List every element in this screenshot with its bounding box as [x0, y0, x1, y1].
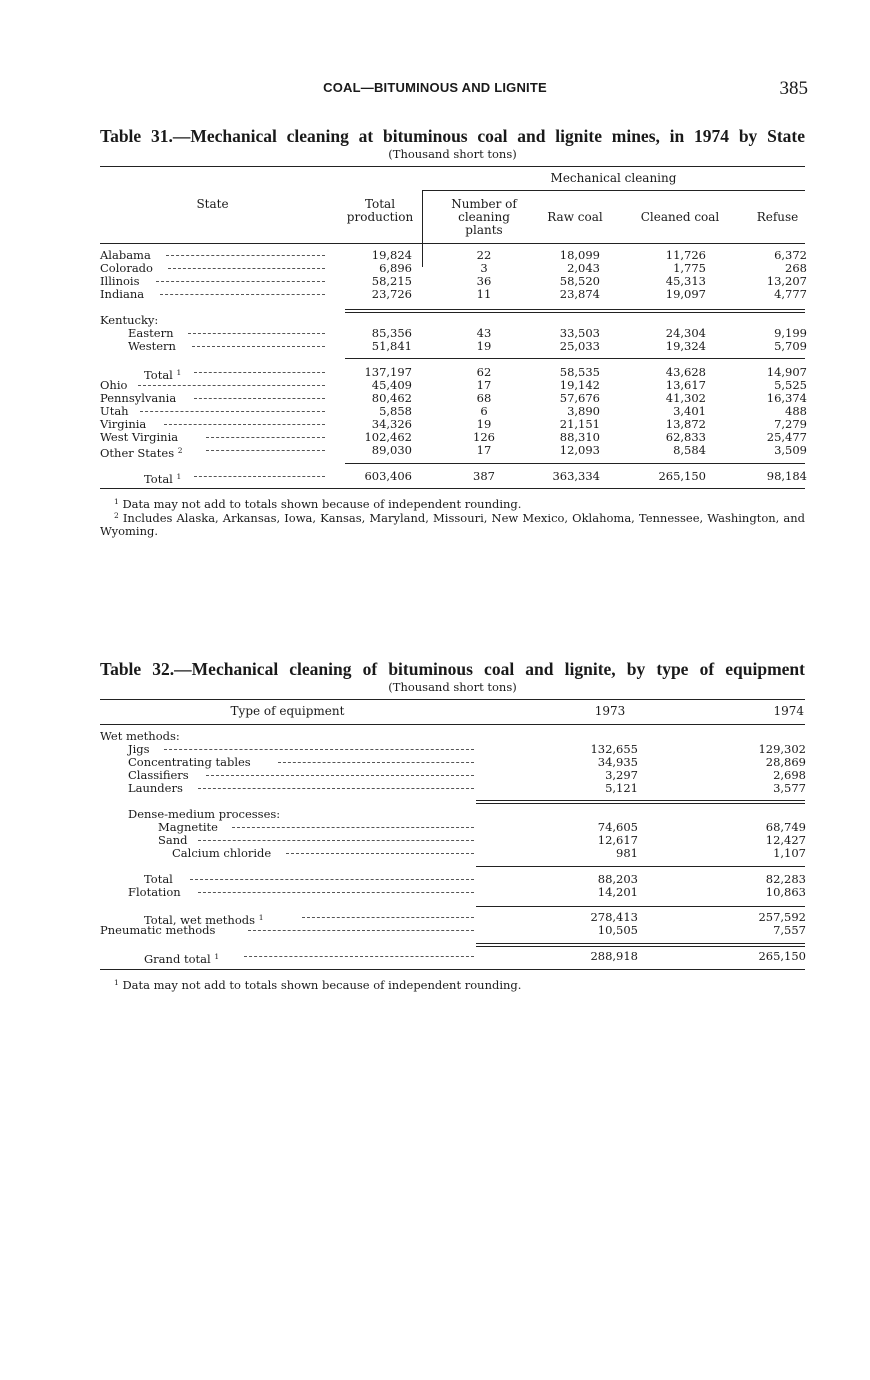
row-label-text: Launders: [128, 781, 183, 795]
cell-v1974: 12,427: [765, 833, 806, 847]
leader-dots: [248, 930, 474, 931]
table31-header-mechanical-cleaning: Mechanical cleaning: [550, 171, 677, 185]
table-row: [0, 443, 870, 460]
leader-dots: [194, 372, 325, 373]
table-row: [0, 886, 870, 899]
cell-v1973: 5,121: [605, 781, 638, 795]
row-label-text: Pneumatic methods: [100, 923, 216, 937]
leader-dots: [302, 917, 474, 918]
table32-bottom-rule: [100, 969, 805, 970]
table31-rule-b: [345, 312, 805, 313]
table31-subheader-rule: [422, 190, 805, 191]
table31-rule-d: [345, 463, 805, 464]
row-label: [128, 782, 183, 795]
cell-total: 6,896: [379, 261, 412, 275]
cell-v1974: 7,557: [773, 923, 806, 937]
cell-v1974: 1,107: [773, 846, 806, 860]
footnote-mark: 2: [114, 511, 119, 520]
row-label: [100, 444, 183, 460]
footnote-mark: 2: [177, 446, 183, 455]
row-label: [172, 847, 271, 860]
footnote-mark: 1: [176, 472, 182, 481]
table-row: [0, 431, 870, 444]
table-row: [0, 847, 870, 860]
cell-raw: 2,043: [567, 261, 600, 275]
cell-plants: 68: [476, 391, 492, 405]
table31-header-total-production: Total production: [346, 197, 414, 224]
cell-plants: 17: [476, 443, 492, 457]
cell-raw: 21,151: [559, 417, 600, 431]
leader-dots: [278, 762, 474, 763]
row-label-text: Eastern: [128, 326, 174, 340]
row-label-text: Other States: [100, 446, 175, 460]
footnote-text: Includes Alaska, Arkansas, Iowa, Kansas, Maryland, Missouri, New Mexico, Oklahoma, Tennessee, Washington, and Wyoming.: [100, 511, 806, 538]
row-label-text: Illinois: [100, 274, 140, 288]
cell-raw: 25,033: [559, 339, 600, 353]
table-row: [0, 821, 870, 834]
cell-total: 45,409: [371, 378, 412, 392]
row-label-text: Concentrating tables: [128, 755, 251, 769]
leader-dots: [194, 476, 325, 477]
cell-cleaned: 24,304: [665, 326, 706, 340]
cell-refuse: 9,199: [774, 326, 807, 340]
row-label-text: Sand: [158, 833, 188, 847]
cell-refuse: 488: [785, 404, 807, 418]
footnote-mark: 1: [114, 497, 119, 506]
cell-v1973: 14,201: [597, 885, 638, 899]
cell-refuse: 6,372: [774, 248, 807, 262]
table31-bottom-rule: [100, 488, 805, 489]
cell-v1973: 88,203: [597, 872, 638, 886]
row-label-text: Classifiers: [128, 768, 189, 782]
row-label: [100, 431, 178, 444]
table32-header-type: Type of equipment: [230, 704, 345, 718]
leader-dots: [206, 450, 325, 451]
row-label: Wet methods:: [100, 729, 180, 743]
cell-v1973: 10,505: [597, 923, 638, 937]
row-label-text: Utah: [100, 404, 129, 418]
leader-dots: [198, 892, 474, 893]
row-label: [100, 288, 144, 301]
table32-group-heading: [0, 808, 870, 821]
table-row: [0, 924, 870, 937]
cell-plants: 62: [476, 365, 492, 379]
leader-dots: [160, 294, 325, 295]
table32-subtitle: (Thousand short tons): [388, 680, 517, 694]
cell-total: 137,197: [364, 365, 412, 379]
cell-refuse: 14,907: [766, 365, 807, 379]
cell-total: 58,215: [371, 274, 412, 288]
table32-rule-a: [476, 800, 805, 801]
cell-raw: 88,310: [559, 430, 600, 444]
cell-refuse: 4,777: [774, 287, 807, 301]
table31-footnote-2: [100, 509, 805, 538]
cell-raw: 57,676: [559, 391, 600, 405]
cell-plants: 22: [476, 248, 492, 262]
cell-cleaned: 8,584: [673, 443, 706, 457]
table32-footnote-1: [100, 976, 805, 992]
row-label-text: Jigs: [128, 742, 150, 756]
cell-v1973: 278,413: [590, 910, 638, 924]
row-label: [144, 470, 181, 486]
leader-dots: [168, 268, 325, 269]
row-label-text: Total: [144, 368, 173, 382]
cell-cleaned: 19,097: [665, 287, 706, 301]
cell-v1973: 981: [616, 846, 638, 860]
row-label-text: Pennsylvania: [100, 391, 177, 405]
cell-raw: 19,142: [559, 378, 600, 392]
table31-header-bottom-rule: [100, 243, 805, 244]
cell-cleaned: 3,401: [673, 404, 706, 418]
cell-v1974: 82,283: [765, 872, 806, 886]
cell-plants: 17: [476, 378, 492, 392]
cell-v1974: 257,592: [758, 910, 806, 924]
running-head: COAL—BITUMINOUS AND LIGNITE: [323, 80, 547, 95]
cell-total: 89,030: [371, 443, 412, 457]
table-row: [0, 288, 870, 301]
table32-title: Table 32.—Mechanical cleaning of bituminous coal and lignite, by type of equipment: [100, 659, 805, 679]
cell-v1974: 265,150: [758, 949, 806, 963]
cell-v1973: 34,935: [597, 755, 638, 769]
cell-plants: 19: [476, 417, 492, 431]
cell-v1974: 129,302: [758, 742, 806, 756]
cell-v1974: 3,577: [773, 781, 806, 795]
table31-header-raw-coal: Raw coal: [547, 210, 603, 224]
cell-raw: 18,099: [559, 248, 600, 262]
leader-dots: [198, 788, 474, 789]
cell-refuse: 268: [785, 261, 807, 275]
cell-raw: 23,874: [559, 287, 600, 301]
row-label-text: Flotation: [128, 885, 181, 899]
cell-plants: 36: [476, 274, 492, 288]
leader-dots: [164, 424, 325, 425]
table31-rule-a: [345, 309, 805, 310]
cell-total: 5,858: [379, 404, 412, 418]
cell-refuse: 5,525: [774, 378, 807, 392]
leader-dots: [166, 255, 325, 256]
table-row: [0, 392, 870, 405]
table31-top-rule: [100, 166, 805, 167]
table32-top-rule: [100, 699, 805, 700]
row-label-text: Grand total: [144, 952, 211, 966]
cell-v1974: 28,869: [765, 755, 806, 769]
cell-raw: 58,520: [559, 274, 600, 288]
table31-header-cleaned-coal: Cleaned coal: [640, 210, 720, 224]
cell-v1973: 3,297: [605, 768, 638, 782]
table31-title: Table 31.—Mechanical cleaning at bituminous coal and lignite mines, in 1974 by State: [100, 126, 805, 146]
cell-plants: 11: [476, 287, 492, 301]
cell-v1973: 132,655: [590, 742, 638, 756]
row-label: [128, 340, 176, 353]
table31-header-plants: Number of cleaning plants: [451, 197, 517, 237]
table32-rule-e: [476, 943, 805, 944]
leader-dots: [232, 827, 474, 828]
cell-plants: 43: [476, 326, 492, 340]
cell-refuse: 25,477: [766, 430, 807, 444]
cell-cleaned: 41,302: [665, 391, 706, 405]
table-row: [0, 949, 870, 966]
row-label-text: Colorado: [100, 261, 153, 275]
footnote-mark: 1: [114, 978, 119, 987]
row-label-text: Alabama: [100, 248, 151, 262]
cell-refuse: 13,207: [766, 274, 807, 288]
cell-v1974: 68,749: [765, 820, 806, 834]
cell-raw: 363,334: [552, 469, 600, 483]
footnote-mark: 1: [214, 952, 220, 961]
cell-refuse: 5,709: [774, 339, 807, 353]
table31-header-refuse: Refuse: [756, 210, 799, 224]
cell-plants: 387: [473, 469, 495, 483]
footnote-text: Data may not add to totals shown because of independent rounding.: [122, 497, 522, 511]
row-label-text: Magnetite: [158, 820, 218, 834]
cell-cleaned: 45,313: [665, 274, 706, 288]
footnote-text: Data may not add to totals shown because of independent rounding.: [122, 978, 522, 992]
table-row: [0, 834, 870, 847]
page-number: 385: [779, 78, 808, 99]
cell-total: 102,462: [364, 430, 412, 444]
row-label-text: Total, wet methods: [144, 913, 256, 927]
leader-dots: [286, 853, 474, 854]
cell-refuse: 7,279: [774, 417, 807, 431]
table31-header-state: State: [196, 197, 229, 211]
cell-v1974: 10,863: [765, 885, 806, 899]
cell-raw: 33,503: [559, 326, 600, 340]
cell-cleaned: 1,775: [673, 261, 706, 275]
cell-cleaned: 11,726: [665, 248, 706, 262]
leader-dots: [190, 879, 474, 880]
cell-cleaned: 265,150: [658, 469, 706, 483]
table31-subtitle: (Thousand short tons): [388, 147, 517, 161]
leader-dots: [138, 385, 325, 386]
row-label-text: Calcium chloride: [172, 846, 272, 860]
row-label: Dense-medium processes:: [128, 807, 281, 821]
row-label-text: West Virginia: [100, 430, 179, 444]
leader-dots: [156, 281, 325, 282]
cell-total: 34,326: [371, 417, 412, 431]
cell-v1974: 2,698: [773, 768, 806, 782]
row-label-text: Indiana: [100, 287, 145, 301]
table-row: [0, 365, 870, 382]
footnote-mark: 1: [258, 913, 264, 922]
table32-rule-f: [476, 946, 805, 947]
cell-raw: 58,535: [559, 365, 600, 379]
leader-dots: [140, 411, 325, 412]
cell-raw: 3,890: [567, 404, 600, 418]
leader-dots: [164, 749, 474, 750]
table32-rule-d: [476, 906, 805, 907]
cell-cleaned: 19,324: [665, 339, 706, 353]
table-row: [0, 782, 870, 795]
cell-total: 51,841: [371, 339, 412, 353]
leader-dots: [244, 956, 474, 957]
cell-total: 80,462: [371, 391, 412, 405]
table32-rule-b: [476, 803, 805, 804]
cell-v1973: 288,918: [590, 949, 638, 963]
cell-raw: 12,093: [559, 443, 600, 457]
cell-total: 23,726: [371, 287, 412, 301]
leader-dots: [198, 840, 474, 841]
row-label: [128, 886, 181, 899]
cell-v1973: 74,605: [597, 820, 638, 834]
cell-plants: 6: [480, 404, 488, 418]
row-label-text: Virginia: [100, 417, 147, 431]
leader-dots: [188, 333, 325, 334]
cell-total: 85,356: [371, 326, 412, 340]
cell-cleaned: 13,872: [665, 417, 706, 431]
cell-cleaned: 43,628: [665, 365, 706, 379]
leader-dots: [206, 775, 474, 776]
row-label-text: Ohio: [100, 378, 128, 392]
cell-plants: 19: [476, 339, 492, 353]
row-label-text: Total: [144, 472, 173, 486]
table32-rule-c: [476, 866, 805, 867]
table32-header-1973: 1973: [594, 704, 626, 718]
cell-v1973: 12,617: [597, 833, 638, 847]
cell-total: 19,824: [371, 248, 412, 262]
cell-plants: 3: [480, 261, 488, 275]
cell-refuse: 16,374: [766, 391, 807, 405]
table32-header-1974: 1974: [773, 704, 804, 718]
cell-cleaned: 13,617: [665, 378, 706, 392]
row-label: [100, 924, 215, 937]
cell-refuse: 3,509: [774, 443, 807, 457]
row-label-text: Western: [128, 339, 176, 353]
leader-dots: [194, 398, 325, 399]
footnote-mark: 1: [176, 368, 182, 377]
leader-dots: [192, 346, 325, 347]
table32-header-bottom-rule: [100, 724, 805, 725]
row-label-text: Total: [144, 872, 173, 886]
table-row: [0, 469, 870, 486]
cell-total: 603,406: [364, 469, 412, 483]
row-label: [144, 950, 219, 966]
table31-rule-c: [345, 358, 805, 359]
table-row: [0, 340, 870, 353]
cell-plants: 126: [473, 430, 495, 444]
row-label: Kentucky:: [100, 313, 159, 327]
cell-cleaned: 62,833: [665, 430, 706, 444]
cell-refuse: 98,184: [766, 469, 807, 483]
leader-dots: [206, 437, 325, 438]
